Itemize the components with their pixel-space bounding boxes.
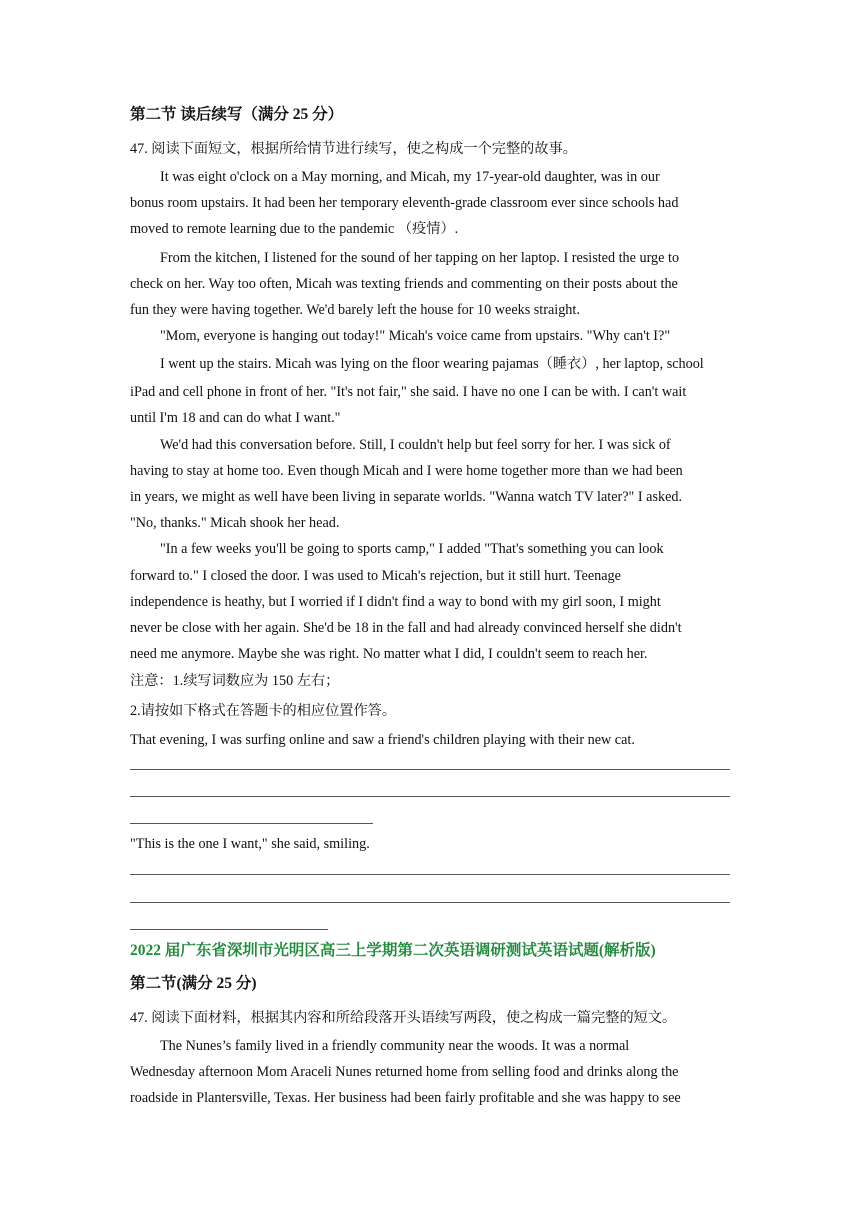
- paragraph-line: "No, thanks." Micah shook her head.: [130, 515, 340, 531]
- paragraph-line: roadside in Plantersville, Texas. Her business had been fairly profitable and she was happy to see: [130, 1090, 681, 1106]
- answer-line: [130, 823, 373, 824]
- answer-line: [130, 874, 730, 875]
- paragraph-line: having to stay at home too. Even though Micah and I were home together more than we had been: [130, 463, 683, 479]
- paragraph-line: "In a few weeks you'll be going to sports camp," I added "That's something you can look: [160, 541, 664, 557]
- paragraph-line: forward to." I closed the door. I was used to Micah's rejection, but it still hurt. Teenage: [130, 568, 621, 584]
- exam-title: 2022 届广东省深圳市光明区高三上学期第二次英语调研测试英语试题(解析版): [130, 942, 656, 959]
- continuation-prompt: "This is the one I want," she said, smiling.: [130, 836, 370, 852]
- continuation-prompt: That evening, I was surfing online and saw a friend's children playing with their new cat.: [130, 732, 635, 748]
- answer-line: [130, 929, 328, 930]
- section-heading: 第二节(满分 25 分): [130, 975, 257, 992]
- question-instruction: 47. 阅读下面短文，根据所给情节进行续写，使之构成一个完整的故事。: [130, 141, 577, 157]
- paragraph-line: iPad and cell phone in front of her. "It's not fair," she said. I have no one I can be with. I can't wait: [130, 384, 687, 400]
- paragraph-line: never be close with her again. She'd be 18 in the fall and had already convinced herself she didn't: [130, 620, 682, 636]
- paragraph-line: moved to remote learning due to the pandemic （疫情）.: [130, 221, 459, 237]
- note-line: 注意：1.续写词数应为 150 左右；: [130, 673, 340, 689]
- paragraph-line: bonus room upstairs. It had been her temporary eleventh-grade classroom ever since schools had: [130, 195, 679, 211]
- paragraph-line: until I'm 18 and can do what I want.": [130, 410, 341, 426]
- paragraph-line: need me anymore. Maybe she was right. No matter what I did, I couldn't seem to reach her.: [130, 646, 648, 662]
- paragraph-line: We'd had this conversation before. Still, I couldn't help but feel sorry for her. I was sick of: [160, 437, 671, 453]
- paragraph-line: independence is heathy, but I worried if I didn't find a way to bond with my girl soon, I might: [130, 594, 661, 610]
- paragraph-line: I went up the stairs. Micah was lying on the floor wearing pajamas（睡衣）, her laptop, school: [160, 356, 704, 372]
- paragraph-line: in years, we might as well have been living in separate worlds. "Wanna watch TV later?" I asked.: [130, 489, 683, 505]
- answer-line: [130, 902, 730, 903]
- paragraph-line: The Nunes’s family lived in a friendly community near the woods. It was a normal: [160, 1038, 630, 1054]
- paragraph-line: "Mom, everyone is hanging out today!" Micah's voice came from upstairs. "Why can't I?": [160, 328, 671, 344]
- paragraph-line: It was eight o'clock on a May morning, and Micah, my 17-year-old daughter, was in our: [160, 169, 660, 185]
- paragraph-line: fun they were having together. We'd barely left the house for 10 weeks straight.: [130, 302, 580, 318]
- note-line: 2.请按如下格式在答题卡的相应位置作答。: [130, 703, 397, 719]
- paragraph-line: check on her. Way too often, Micah was texting friends and commenting on their posts about the: [130, 276, 678, 292]
- question-instruction: 47. 阅读下面材料，根据其内容和所给段落开头语续写两段，使之构成一篇完整的短文。: [130, 1010, 677, 1026]
- answer-line: [130, 769, 730, 770]
- answer-line: [130, 796, 730, 797]
- paragraph-line: Wednesday afternoon Mom Araceli Nunes returned home from selling food and drinks along the: [130, 1064, 679, 1080]
- paragraph-line: From the kitchen, I listened for the sound of her tapping on her laptop. I resisted the urge to: [160, 250, 680, 266]
- section-heading: 第二节 读后续写（满分 25 分）: [130, 106, 344, 123]
